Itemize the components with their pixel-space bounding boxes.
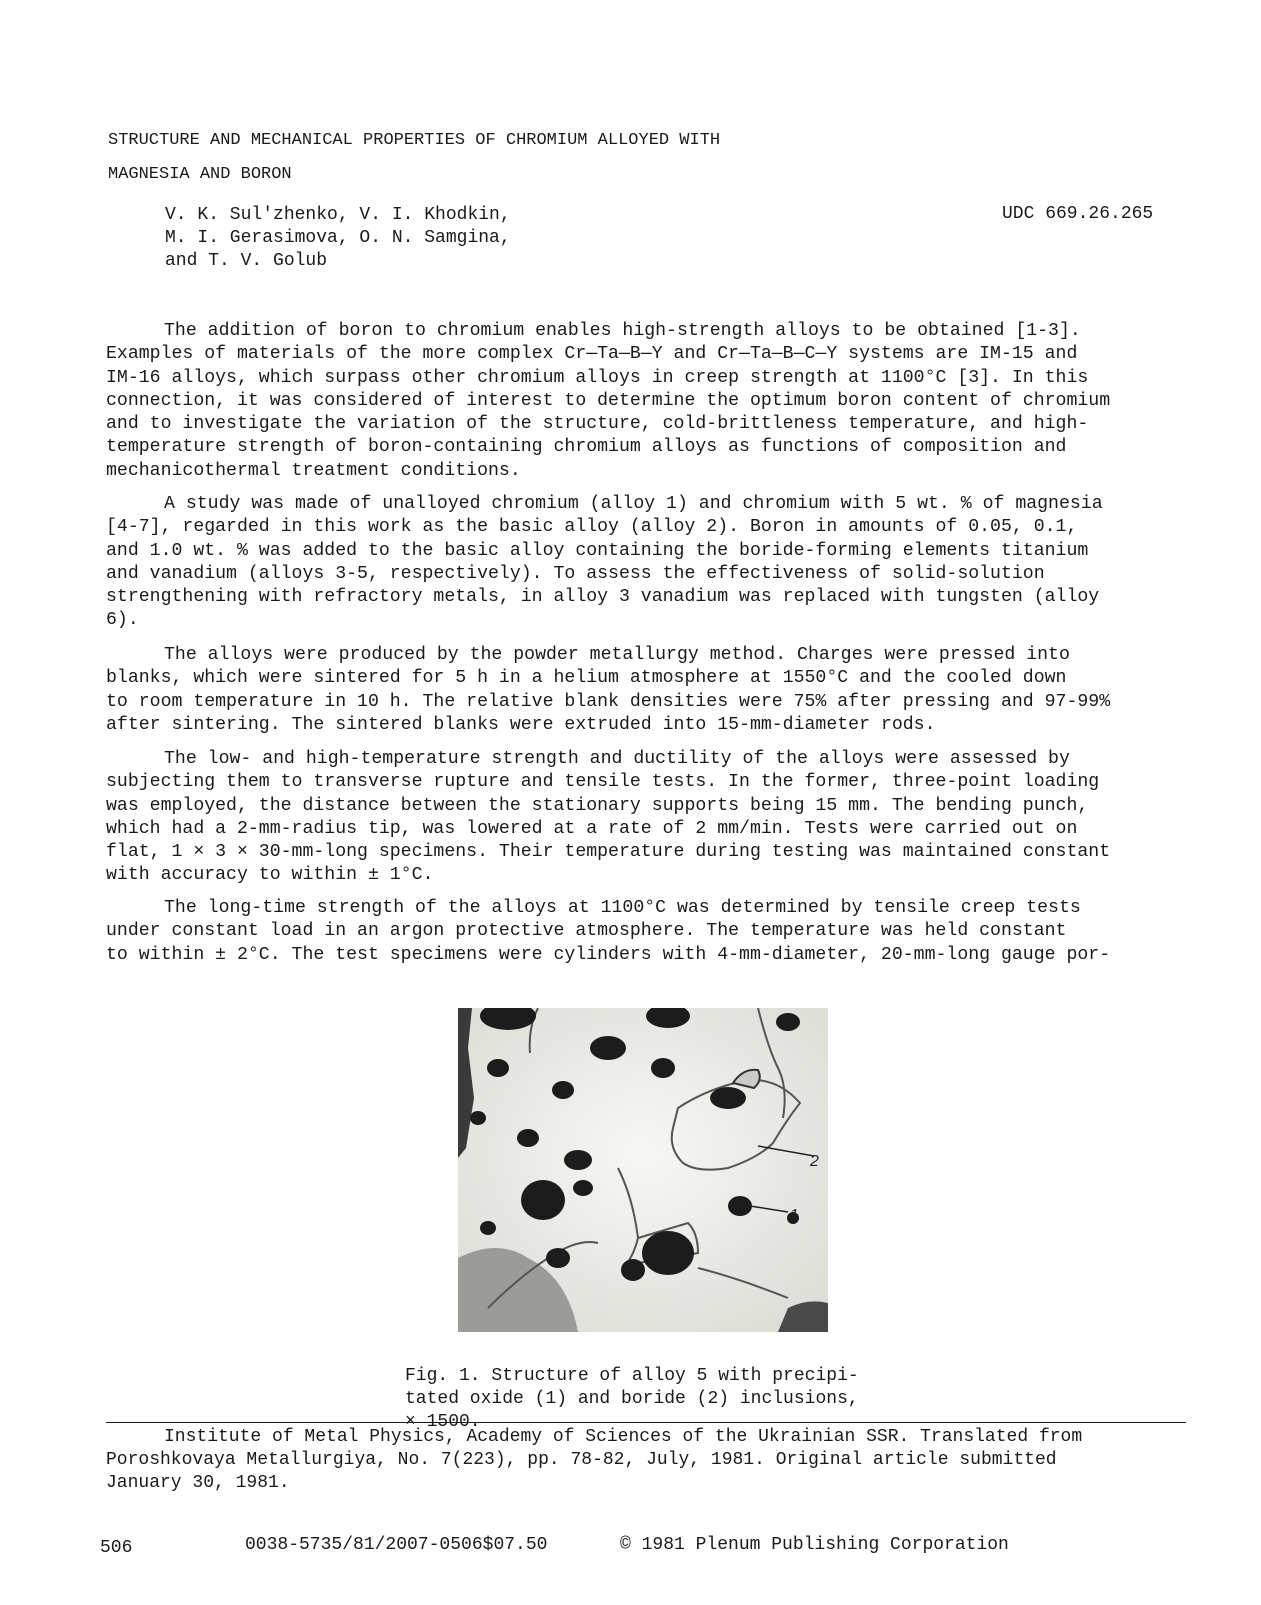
micrograph-figure [458,1008,828,1332]
figure-label-2: 2 [810,1153,819,1170]
copyright: © 1981 Plenum Publishing Corporation [620,1535,1009,1555]
page-number: 506 [100,1538,133,1558]
paragraph-3: The alloys were produced by the powder metallurgy method. Charges were pressed into blanks, which were sintered for 5 h in a helium atmosphere at 1550°C and the cooled down to room temperature in 10 h. The relative blank densities were 75% after pressing and 97-99% after sintering. The sintered blanks were extruded into 15-mm-diameter rods. [106,645,1111,735]
paragraph-4: The low- and high-temperature strength and ductility of the alloys were assessed by subjecting them to transverse rupture and tensile tests. In the former, three-point loading was employed, the distance between the stationary supports being 15 mm. The bending punch, which had a 2-mm-radius tip, was lowered at a rate of 2 mm/min. Tests were carried out on flat, 1 × 3 × 30-mm-long specimens. Their temperature during testing was maintained constant with accuracy to within ± 1°C. [106,749,1111,886]
footnote: Institute of Metal Physics, Academy of Sciences of the Ukrainian SSR. Translated from Poroshkovaya Metallurgiya, No. 7(223), pp. 78-82, July, 1981. Original article submitted January 30, 1981. [106,1427,1083,1493]
authors: V. K. Sul'zhenko, V. I. Khodkin, M. I. Gerasimova, O. N. Samgina, and T. V. Golub [165,205,511,271]
article-code: 0038-5735/81/2007-0506$07.50 [245,1535,548,1555]
title-line-1: STRUCTURE AND MECHANICAL PROPERTIES OF CHROMIUM ALLOYED WITH [108,131,721,150]
article-title [108,124,720,192]
footnote-rule [106,1422,1186,1423]
figure-caption: Fig. 1. Structure of alloy 5 with precipi- tated oxide (1) and boride (2) inclusions, × 1500. [405,1366,859,1432]
figure-label-1: 1 [790,1206,799,1223]
paragraph-5: The long-time strength of the alloys at 1100°C was determined by tensile creep tests under constant load in an argon protective atmosphere. The temperature was held constant to within ± 2°C. The test specimens were cylinders with 4-mm-diameter, 20-mm-long gauge por- [106,898,1111,965]
paragraph-1: The addition of boron to chromium enables high-strength alloys to be obtained [1-3]. Examples of materials of the more complex Cr—Ta—B—Y and Cr—Ta—B—C—Y systems are IM-15 and IM-16 alloys, which surpass other chromium alloys in creep strength at 1100°C [3]. In this connection, it was considered of interest to determine the optimum boron content of chromium and to investigate the variation of the structure, cold-brittleness temperature, and high- temperature strength of boron-containing chromium alloys as functions of composition and mechanicothermal treatment conditions. [106,321,1111,481]
udc-code: UDC 669.26.265 [1002,204,1154,224]
paragraph-2: A study was made of unalloyed chromium (alloy 1) and chromium with 5 wt. % of magnesia [4-7], regarded in this work as the basic alloy (alloy 2). Boron in amounts of 0.05, 0.1, and 1.0 wt. % was added to the basic alloy containing the boride-forming elements titanium and vanadium (alloys 3-5, respectively). To assess the effectiveness of solid-solution strengthening with refractory metals, in alloy 3 vanadium was replaced with tungsten (alloy 6). [106,494,1103,631]
title-line-2: MAGNESIA AND BORON [108,165,292,184]
